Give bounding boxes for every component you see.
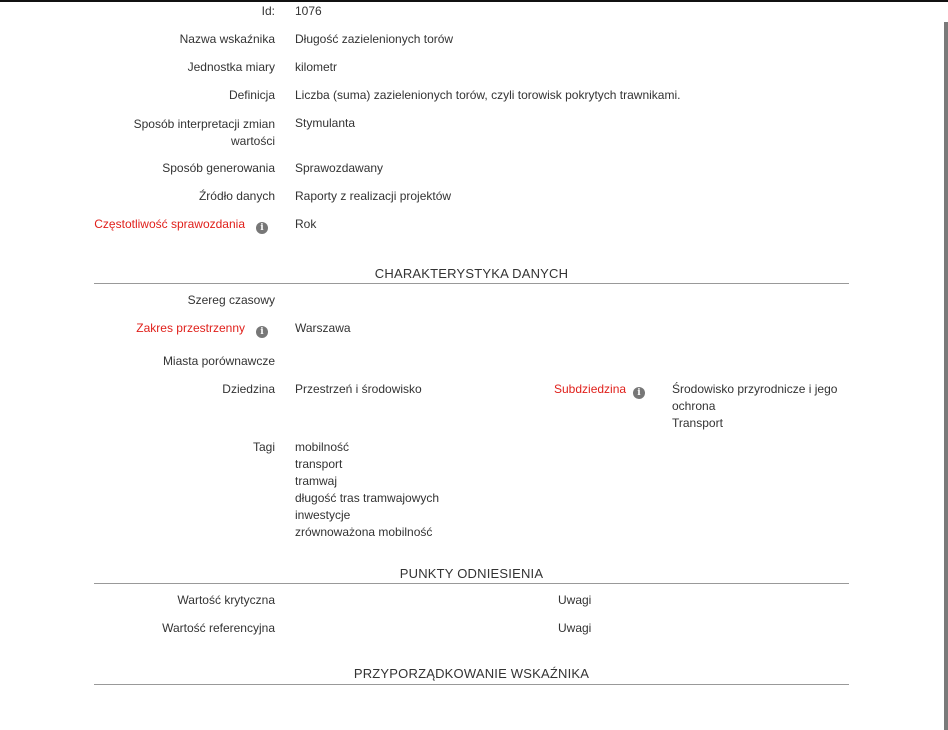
source-value: Raporty z realizacji projektów [295, 189, 452, 203]
tags-list [295, 439, 439, 541]
definition-value: Liczba (suma) zazielenionych torów, czyli torowisk pokrytych trawnikami. [295, 88, 681, 102]
section-title-assignment: PRZYPORZĄDKOWANIE WSKAŹNIKA [353, 666, 590, 681]
comparison-cities-label: Miasta porównawcze [162, 354, 275, 368]
subdomain-values [672, 381, 837, 432]
section-divider [94, 583, 849, 584]
critical-value-label: Wartość krytyczna [177, 593, 275, 607]
name-label: Nazwa wskaźnika [179, 32, 275, 46]
id-label: Id: [261, 4, 275, 18]
reference-notes-label: Uwagi [558, 621, 592, 635]
tag-item: zrównoważona mobilność [295, 525, 433, 539]
unit-value: kilometr [295, 60, 338, 74]
critical-notes-label: Uwagi [558, 593, 592, 607]
domain-value: Przestrzeń i środowisko [295, 382, 422, 396]
interpretation-label [134, 116, 275, 150]
frequency-value: Rok [295, 217, 317, 231]
reference-value-label: Wartość referencyjna [162, 621, 275, 635]
tags-label: Tagi [252, 440, 275, 454]
unit-label: Jednostka miary [187, 60, 275, 74]
scrollbar[interactable] [944, 22, 948, 730]
subdomain-value: ochrona [672, 399, 716, 413]
spatial-range-value: Warszawa [295, 321, 351, 335]
generation-label: Sposób generowania [162, 161, 275, 175]
subdomain-value: Transport [672, 416, 723, 430]
section-divider [94, 684, 849, 685]
tag-item: długość tras tramwajowych [295, 491, 440, 505]
subdomain-value: Środowisko przyrodnicze i jego [672, 382, 838, 396]
section-divider [94, 283, 849, 284]
interpretation-label-line1: Sposób interpretacji zmian [133, 117, 275, 131]
info-icon[interactable]: i [256, 326, 268, 338]
section-title-data-characteristics: CHARAKTERYSTYKA DANYCH [374, 266, 569, 281]
frequency-label: Częstotliwość sprawozdania [94, 217, 245, 231]
source-label: Źródło danych [198, 189, 275, 203]
tag-item: transport [295, 457, 343, 471]
interpretation-value: Stymulanta [295, 116, 356, 130]
generation-value: Sprawozdawany [295, 161, 384, 175]
tag-item: inwestycje [295, 508, 351, 522]
tag-item: tramwaj [295, 474, 338, 488]
info-icon[interactable]: i [633, 387, 645, 399]
name-value: Długość zazielenionych torów [295, 32, 454, 46]
tag-item: mobilność [295, 440, 350, 454]
top-border [0, 0, 948, 2]
interpretation-label-line2: wartości [230, 134, 275, 148]
id-value: 1076 [295, 4, 322, 18]
definition-label: Definicja [228, 88, 275, 102]
domain-label: Dziedzina [222, 382, 275, 396]
time-series-label: Szereg czasowy [187, 293, 275, 307]
section-title-reference-points: PUNKTY ODNIESIENIA [399, 566, 544, 581]
info-icon[interactable]: i [256, 222, 268, 234]
spatial-range-label: Zakres przestrzenny [136, 321, 245, 335]
subdomain-label: Subdziedzina [554, 382, 627, 396]
